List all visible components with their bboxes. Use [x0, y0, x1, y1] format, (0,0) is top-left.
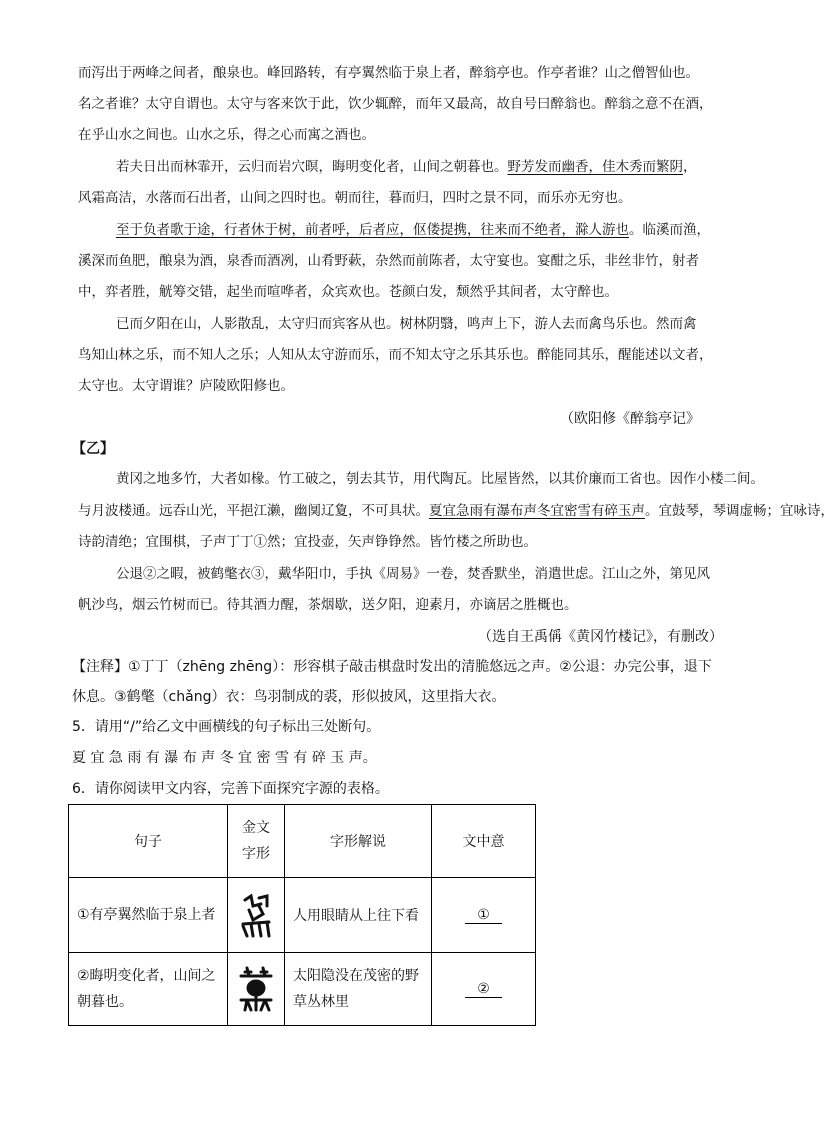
table-row	[69, 953, 536, 1026]
jia-paragraph-2-line-1	[116, 161, 697, 175]
glyph-cell	[228, 953, 285, 1026]
yi-text: 与月波楼通。远吞山光，平挹江濑，幽阒辽夐，不可具状。	[78, 503, 429, 519]
yi-text-line: 帆沙鸟，烟云竹树而已。待其酒力醒，茶烟歇，送夕阳，迎素月，亦谪居之胜概也。	[78, 597, 578, 613]
jia-text-line: 而泻出于两峰之间者，酿泉也。峰回路转，有亭翼然临于泉上者，醉翁亭也。作亭者谁？山之僧智仙也。	[78, 65, 699, 81]
yi-text-line: 诗韵清绝；宜围棋，子声丁丁①然；宜投壶，矢声铮铮然。皆竹楼之所助也。	[78, 534, 537, 550]
jia-text: 若夫日出而林霏开，云归而岩穴暝，晦明变化者，山间之朝暮也。	[116, 159, 508, 175]
bronze-inscription-lin-icon	[236, 890, 276, 940]
yi-paragraph-1-line-2	[78, 505, 834, 519]
table-header-cell: 金文字形	[228, 805, 285, 878]
yi-heading: 【乙】	[72, 441, 114, 457]
jia-text-line: 鸟知山林之乐，而不知人之乐；人知从太守游而乐，而不知太守之乐其乐也。醉能同其乐，醒能述以文者，	[78, 347, 713, 363]
yi-source: （选自王禹偁《黄冈竹楼记》，有删改）	[478, 629, 723, 645]
yi-text-line: 公退②之暇，被鹤氅衣③，戴华阳巾，手执《周易》一卷，焚香默坐，消遣世虑。江山之外，第见风	[116, 566, 710, 582]
table-row	[69, 878, 536, 953]
answer-cell	[432, 878, 536, 953]
jia-text-line: 风霜高洁，水落而石出者，山间之四时也。朝而往，暮而归，四时之景不同，而乐亦无穷也。	[78, 190, 632, 206]
table-header-cell: 字形解说	[285, 805, 432, 878]
jia-text-line: 在乎山水之间也。山水之乐，得之心而寓之酒也。	[78, 127, 375, 143]
etymology-table	[68, 804, 536, 1026]
sentence-cell: ②晦明变化者，山间之朝暮也。	[69, 953, 228, 1026]
notes-line: 【注释】①丁丁（zhēng zhēng）：形容棋子敲击棋盘时发出的清脆悠远之声。②公退：办完公事，退下	[72, 659, 712, 675]
jia-paragraph-3-line-1	[116, 224, 710, 238]
explanation-cell: 太阳隐没在茂密的野草丛林里	[285, 953, 432, 1026]
jia-text: 。临溪而渔，	[629, 222, 710, 238]
question-5-prompt: 5．请用“/”给乙文中画横线的句子标出三处断句。	[72, 719, 381, 735]
underlined-sentence: 夏宜急雨有瀑布声冬宜密雪有碎玉声	[429, 503, 645, 519]
yi-text: 。宜鼓琴，琴调虚畅；宜咏诗，	[645, 503, 834, 519]
jia-text-line: 名之者谁？太守自谓也。太守与客来饮于此，饮少辄醉，而年又最高，故自号曰醉翁也。醉翁之意不在酒，	[78, 96, 713, 112]
question-5-sentence: 夏 宜 急 雨 有 瀑 布 声 冬 宜 密 雪 有 碎 玉 声。	[72, 750, 377, 766]
notes-line: 休息。③鹤氅（chǎng）衣：鸟羽制成的裘，形似披风，这里指大衣。	[72, 689, 506, 705]
answer-blank[interactable]: ②	[465, 981, 502, 998]
sentence-cell: ①有亭翼然临于泉上者	[69, 878, 228, 953]
question-6-prompt: 6．请你阅读甲文内容，完善下面探究字源的表格。	[72, 781, 389, 797]
explanation-cell: 人用眼睛从上往下看	[285, 878, 432, 953]
table-header-cell: 句子	[69, 805, 228, 878]
glyph-cell	[228, 878, 285, 953]
jia-source: （欧阳修《醉翁亭记》	[560, 411, 700, 427]
bronze-inscription-mu-icon	[236, 964, 276, 1014]
jia-text-line: 太守也。太守谓谁？庐陵欧阳修也。	[78, 378, 294, 394]
jia-text-line: 中，弈者胜，觥筹交错，起坐而喧哗者，众宾欢也。苍颜白发，颓然乎其间者，太守醉也。	[78, 284, 618, 300]
underlined-sentence: 至于负者歌于途，行者休于树，前者呼，后者应，伛偻提携，往来而不绝者，滁人游也	[116, 222, 629, 238]
yi-text-line: 黄冈之地多竹，大者如椽。竹工破之，刳去其节，用代陶瓦。比屋皆然，以其价廉而工省也。因作小楼二间。	[116, 471, 764, 487]
jia-text-line: 溪深而鱼肥，酿泉为酒，泉香而酒冽，山肴野蔌，杂然而前陈者，太守宴也。宴酣之乐，非丝非竹，射者	[78, 253, 699, 269]
jia-text: ，	[683, 159, 697, 175]
answer-cell	[432, 953, 536, 1026]
table-header-row	[69, 805, 536, 878]
table-header-cell: 文中意	[432, 805, 536, 878]
underlined-sentence: 野芳发而幽香，佳木秀而繁阴	[507, 159, 683, 175]
answer-blank[interactable]: ①	[465, 907, 502, 924]
jia-text-line: 已而夕阳在山，人影散乱，太守归而宾客从也。树林阴翳，鸣声上下，游人去而禽鸟乐也。然而禽	[116, 316, 697, 332]
